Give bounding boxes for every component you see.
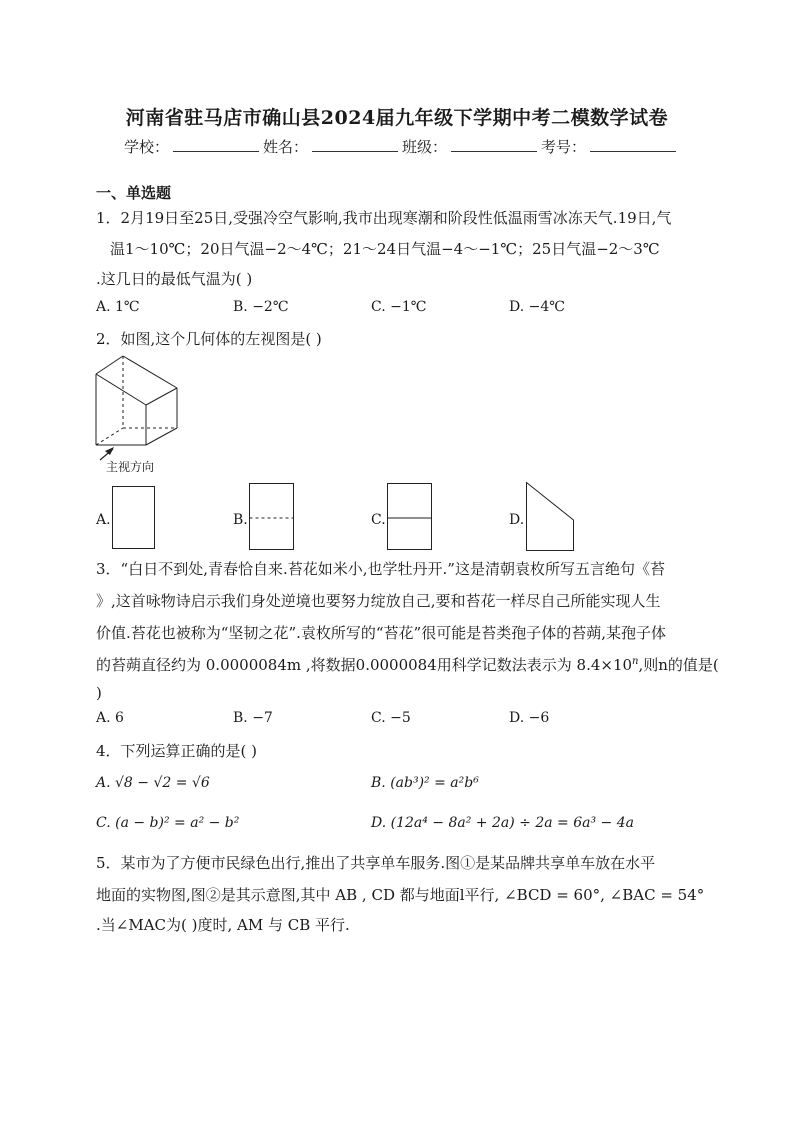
q2-option-c-figure [387,483,433,551]
q3-line4 [96,654,719,675]
q2-option-b-label[interactable]: B. [233,512,248,528]
q3-option-a[interactable]: A. 6 [96,710,124,726]
q1-line1: 1．2月19日至25日,受强冷空气影响,我市出现寒潮和阶段性低温雨雪冰冻天气.19日,气 [96,209,672,227]
q3-option-d[interactable]: D. −6 [509,710,550,726]
q4-option-c[interactable]: C. (a − b)² = a² − b² [96,815,240,831]
q1-line2: 温1～10℃；20日气温−2～4℃；21～24日气温−4～−1℃；25日气温−2～3℃ [110,240,660,258]
q1-line3: .这几日的最低气温为( ) [96,270,253,288]
name-label: 姓名： [263,138,309,156]
q5-line2: 地面的实物图,图②是其示意图,其中 AB , CD 都与地面l平行, ∠BCD = 60°, ∠BAC = 54° [96,886,705,904]
q1-option-a[interactable]: A. 1℃ [96,299,140,315]
q3-line4-pre: 的苔蒴直径约为 0.0000084m ,将数据0.0000084用科学记数法表示为 8.4×10 [96,656,633,674]
q4-option-b[interactable]: B. (ab³)² = a²b⁶ [371,775,479,791]
q3-line1: 3．“白日不到处,青春恰自来.苔花如米小,也学牡丹开.”这是清朝袁枚所写五言绝句《苔 [96,560,665,578]
class-label: 班级： [402,138,448,156]
page-title: 河南省驻马店市确山县2024届九年级下学期中考二模数学试卷 [125,107,669,129]
q1-option-d[interactable]: D. −4℃ [509,299,565,315]
q1-option-b[interactable]: B. −2℃ [233,299,289,315]
q5-line3: .当∠MAC为( )度时, AM 与 CB 平行. [96,916,350,934]
q3-line3: 价值.苔花也被称为“坚韧之花”.袁枚所写的“苔花”很可能是苔类孢子体的苔蒴,某孢子体 [96,624,666,642]
q2-stem: 2．如图,这个几何体的左视图是( ) [96,330,322,348]
q5-line1: 5．某市为了方便市民绿色出行,推出了共享单车服务.图①是某品牌共享单车放在水平 [96,854,656,872]
q2-option-d-label[interactable]: D. [509,512,525,528]
q1-option-c[interactable]: C. −1℃ [371,299,427,315]
q3-line2: 》,这首咏物诗启示我们身处逆境也要努力绽放自己,要和苔花一样尽自己所能实现人生 [96,592,661,610]
q3-option-c[interactable]: C. −5 [371,710,411,726]
q2-option-c-label[interactable]: C. [371,512,386,528]
exam-number-label: 考号： [541,138,587,156]
q2-view-direction-caption: 主视方向 [106,460,155,474]
q4-option-a[interactable]: A. √8 − √2 = √6 [96,775,210,791]
q3-line5: ) [96,684,102,702]
q3-exponent: n [632,656,639,667]
q3-line4-post: ,则n的值是( [638,656,719,674]
q2-option-a-figure [112,486,156,550]
q2-option-a-label[interactable]: A. [96,512,111,528]
section-title: 一、单选题 [96,184,172,202]
q2-option-b-figure [249,483,295,551]
school-label: 学校： [124,138,170,156]
q3-option-b[interactable]: B. −7 [233,710,273,726]
q4-option-d[interactable]: D. (12a⁴ − 8a² + 2a) ÷ 2a = 6a³ − 4a [371,815,634,831]
q4-stem: 4．下列运算正确的是( ) [96,742,258,760]
q2-option-d-figure [526,482,576,552]
